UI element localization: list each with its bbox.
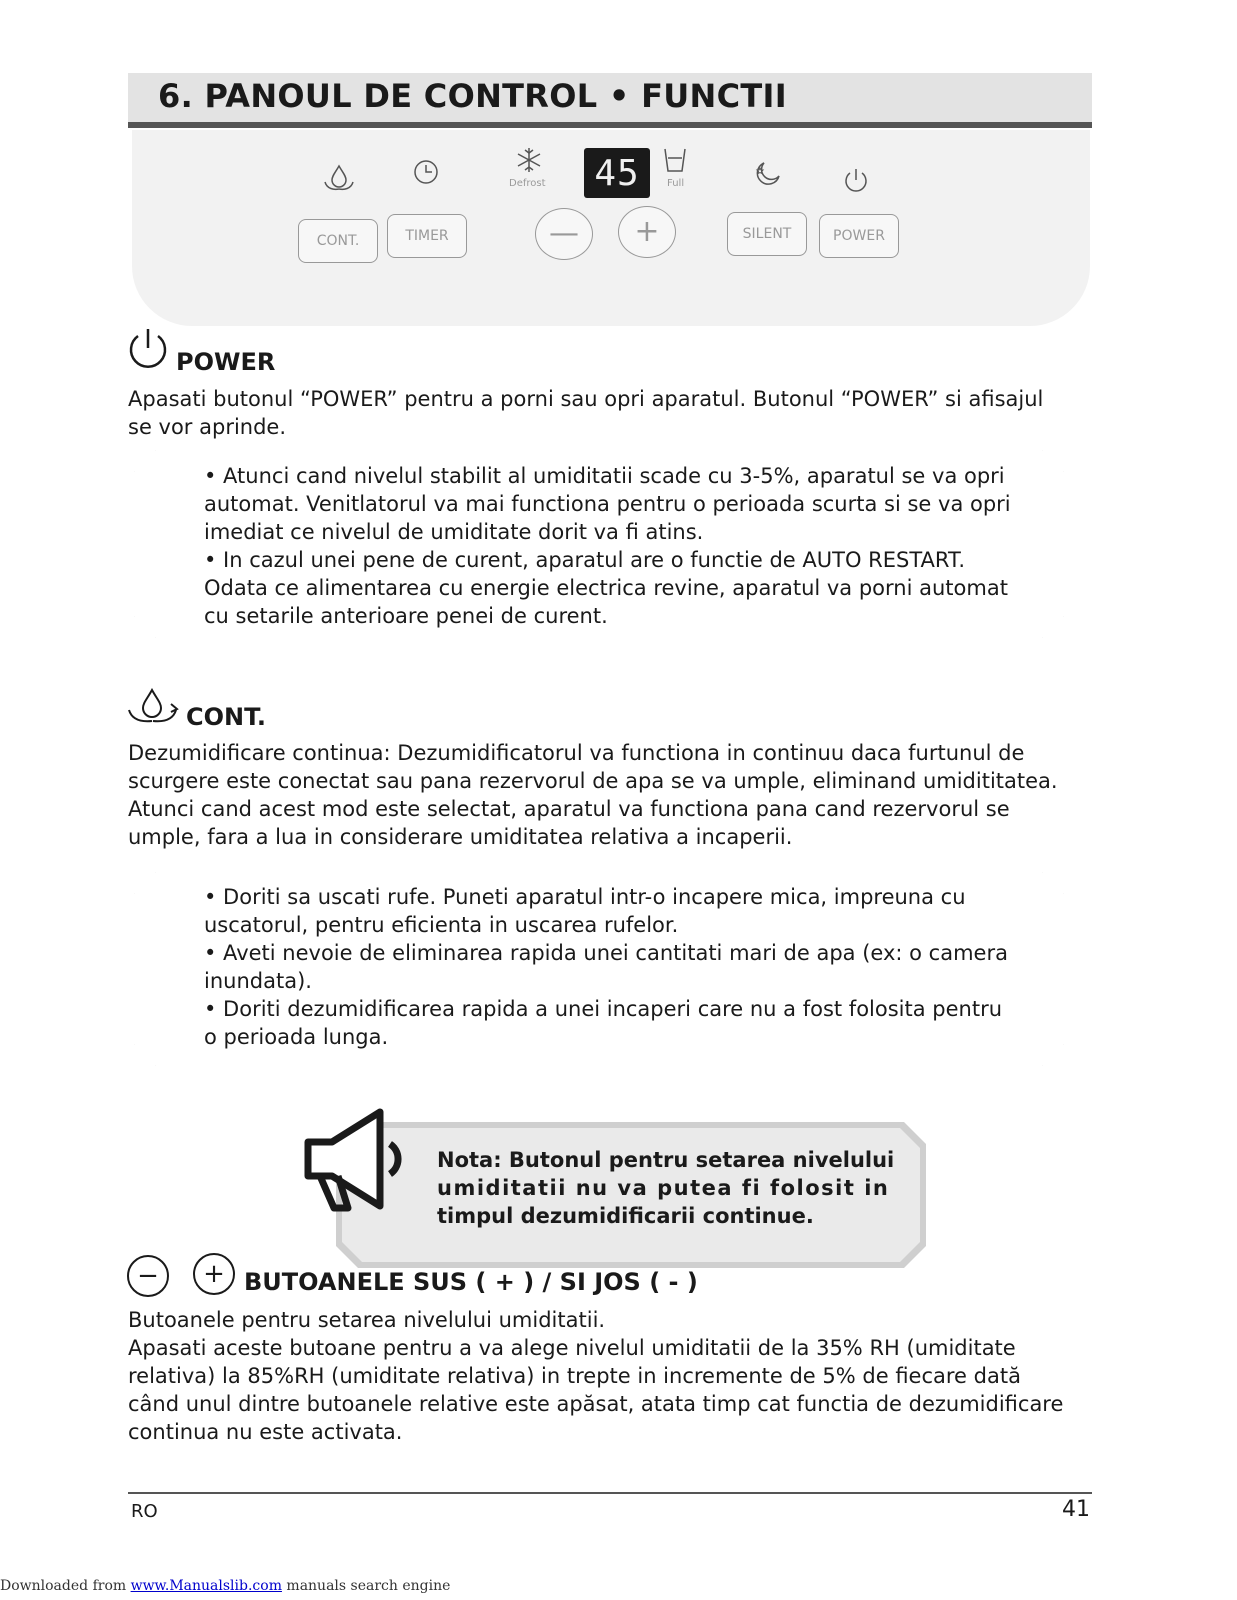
cont-heading: CONT. [186,703,266,731]
page-number: 41 [1062,1497,1090,1522]
plus-section-icon: + [193,1253,235,1295]
cont-button[interactable]: CONT. [298,219,378,263]
power-section-icon [126,326,170,370]
humidity-display: 45 [584,148,650,198]
plus-button[interactable]: + [618,206,676,258]
minus-section-icon: − [127,1255,169,1297]
power-info-text: • Atunci cand nivelul stabilit al umiditatii scade cu 3-5%, aparatul se va opri automat. Venitlatorul va mai functiona pentru o perioada scurta si se va opri imediat ce nivelul de umiditate dorit va fi atins. • In cazul unei pene de curent, aparatul are o functie de AUTO RESTART. Odata ce alimentarea cu energie electrica revine, aparatul va porni automat cu setarile anterioare penei de curent. [204,464,1011,628]
download-note: Downloaded from www.Manualslib.com manuals search engine [0,1578,451,1594]
note-text: Nota: Butonul pentru setarea nivelului umiditatii nu va putea fi folosit in timpul dezumidificarii continue. [437,1148,895,1228]
footer-language: RO [131,1501,158,1522]
cont-info-text: • Doriti sa uscati rufe. Puneti aparatul intr-o incapere mica, impreuna cu uscatorul, pentru eficienta in uscarea rufelor. • Aveti nevoie de eliminarea rapida unei cantitati mari de apa (ex: o camera inundata). • Doriti dezumidificarea rapida a unei incaperi care nu a fost folosita pentru o perioada lunga. [204,885,1008,1049]
silent-button[interactable]: SILENT [727,212,807,256]
page-title: 6. PANOUL DE CONTROL • FUNCTII [158,77,787,115]
megaphone-icon [298,1104,418,1214]
water-drop-cont-icon [322,162,356,192]
manualslib-link[interactable]: www.Manualslib.com [130,1578,282,1594]
updown-text: Butoanele pentru setarea nivelului umiditatii. Apasati aceste butoane pentru a va alege nivelul umiditatii de la 35% RH (umiditate relativa) la 85%RH (umiditate relativa) in trepte in incremente de 5% de fiecare dată când unul dintre butoanele relative este apăsat, atata timp cat functia de dezumidificare continua nu este activata. [128,1308,1064,1444]
full-label: Full [667,178,685,189]
power-text: Apasati butonul “POWER” pentru a porni sau opri aparatul. Butonul “POWER” si afisajul se vor aprinde. [128,387,1044,439]
power-icon [842,166,870,194]
timer-clock-icon [412,158,440,186]
moon-silent-icon [752,158,784,188]
water-drop-section-icon [126,688,182,724]
defrost-label: Defrost [509,178,546,189]
power-heading: POWER [176,348,276,376]
power-button[interactable]: POWER [819,214,899,258]
footer-divider [128,1492,1092,1494]
timer-button[interactable]: TIMER [387,214,467,258]
cont-text: Dezumidificare continua: Dezumidificatorul va functiona in continuu daca furtunul de scurgere este conectat sau pana rezervorul de apa se va umple, eliminand umidititatea. Atunci cand acest mod este selectat, aparatul va functiona pana cand rezervorul se umple, fara a lua in considerare umiditatea relativa a incaperii. [128,741,1058,849]
minus-button[interactable]: — [535,208,593,260]
updown-heading: BUTOANELE SUS ( + ) / SI JOS ( - ) [244,1268,698,1296]
snowflake-defrost-icon [515,146,543,174]
water-tank-full-icon [662,146,688,174]
